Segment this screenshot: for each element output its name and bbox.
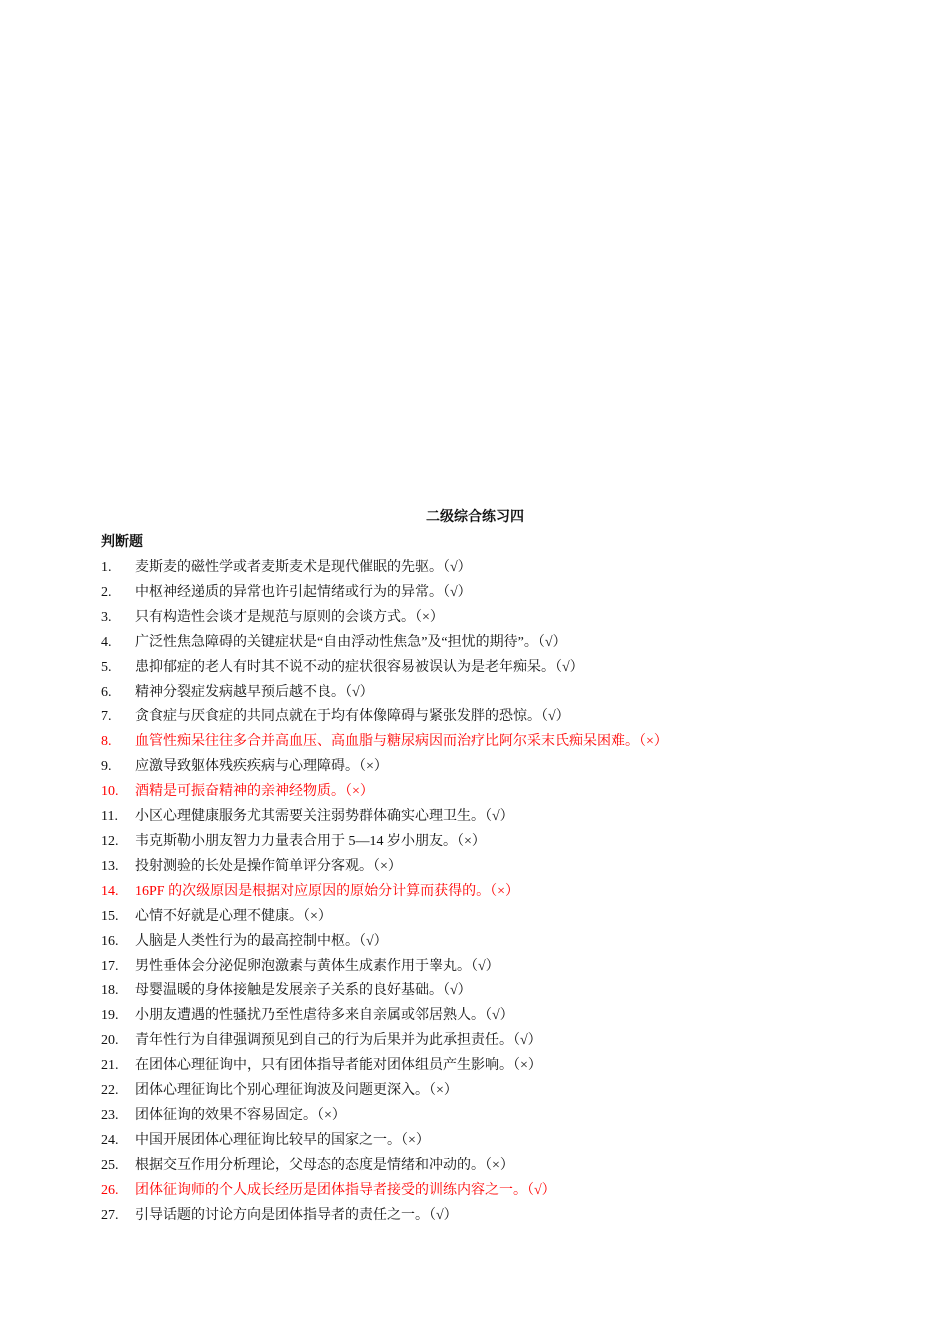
item-text: 麦斯麦的磁性学或者麦斯麦术是现代催眠的先驱。（√）: [135, 560, 472, 575]
item-number: 9.: [101, 759, 112, 775]
item-text: 投射测验的长处是操作简单评分客观。（×）: [135, 858, 402, 874]
item-text: 男性垂体会分泌促卵泡激素与黄体生成素作用于睾丸。（√）: [135, 958, 500, 974]
item-text: 青年性行为自律强调预见到自己的行为后果并为此承担责任。（√）: [135, 1033, 542, 1049]
list-item: [101, 955, 861, 980]
item-number: 12.: [101, 833, 119, 849]
list-item: [101, 830, 861, 855]
list-item: [101, 1054, 861, 1079]
item-text: 小朋友遭遇的性骚扰乃至性虐待多来自亲属或邻居熟人。（√）: [135, 1008, 514, 1024]
item-number: 24.: [101, 1132, 119, 1148]
item-text: 母婴温暖的身体接触是发展亲子关系的良好基础。（√）: [135, 983, 472, 999]
item-number: 1.: [101, 560, 112, 575]
list-item: [101, 1104, 861, 1129]
section-heading: 判断题: [101, 535, 143, 550]
item-number: 8.: [101, 734, 112, 750]
item-number: 14.: [101, 883, 119, 899]
item-text: 应激导致躯体残疾疾病与心理障碍。（×）: [135, 759, 388, 775]
list-item: [101, 1029, 861, 1054]
item-number: 18.: [101, 983, 119, 999]
item-number: 2.: [101, 584, 112, 600]
item-text: 小区心理健康服务尤其需要关注弱势群体确实心理卫生。（√）: [135, 809, 514, 825]
item-text: 团体征询的效果不容易固定。（×）: [135, 1107, 346, 1123]
item-text: 酒精是可振奋精神的亲神经物质。（×）: [135, 784, 374, 800]
item-number: 17.: [101, 958, 119, 974]
item-number: 11.: [101, 809, 118, 825]
list-item: [101, 930, 861, 955]
item-number: 22.: [101, 1083, 119, 1099]
list-item: [101, 855, 861, 880]
item-number: 4.: [101, 634, 112, 650]
list-item: [101, 656, 861, 681]
list-item: [101, 905, 861, 930]
item-number: 13.: [101, 858, 119, 874]
list-item: [101, 681, 861, 706]
item-number: 15.: [101, 908, 119, 924]
list-item: [101, 755, 861, 780]
item-text: 患抑郁症的老人有时其不说不动的症状很容易被误认为是老年痴呆。（√）: [135, 659, 584, 675]
item-text: 只有构造性会谈才是规范与原则的会谈方式。（×）: [135, 609, 444, 625]
item-number: 20.: [101, 1033, 119, 1049]
list-item: [101, 780, 861, 805]
item-number: 21.: [101, 1058, 119, 1074]
question-list: [101, 556, 861, 1228]
item-text: 根据交互作用分析理论，父母态的态度是情绪和冲动的。（×）: [135, 1157, 514, 1173]
list-item: [101, 556, 861, 581]
item-text: 团体征询师的个人成长经历是团体指导者接受的训练内容之一。（√）: [135, 1182, 556, 1198]
list-item: [101, 1079, 861, 1104]
item-number: 19.: [101, 1008, 119, 1024]
item-number: 26.: [101, 1182, 119, 1198]
item-number: 25.: [101, 1157, 119, 1173]
list-item: [101, 1004, 861, 1029]
list-item: [101, 631, 861, 656]
item-number: 7.: [101, 709, 112, 725]
item-text: 广泛性焦急障碍的关键症状是“自由浮动性焦急”及“担忧的期待”。（√）: [135, 634, 567, 650]
item-number: 5.: [101, 659, 112, 675]
item-text: 血管性痴呆往往多合并高血压、高血脂与糖尿病因而治疗比阿尔采末氏痴呆困难。（×）: [135, 734, 668, 750]
item-number: 23.: [101, 1107, 119, 1123]
item-text: 在团体心理征询中，只有团体指导者能对团体组员产生影响。（×）: [135, 1058, 542, 1074]
list-item: [101, 1179, 861, 1204]
item-text: 中国开展团体心理征询比较早的国家之一。（×）: [135, 1132, 430, 1148]
list-item: [101, 581, 861, 606]
item-text: 引导话题的讨论方向是团体指导者的责任之一。（√）: [135, 1207, 458, 1223]
item-text: 中枢神经递质的异常也许引起情绪或行为的异常。（√）: [135, 584, 472, 600]
item-text: 团体心理征询比个别心理征询波及问题更深入。（×）: [135, 1083, 458, 1099]
list-item: [101, 979, 861, 1004]
list-item: [101, 1154, 861, 1179]
item-text: 心情不好就是心理不健康。（×）: [135, 908, 332, 924]
item-number: 6.: [101, 684, 112, 700]
list-item: [101, 1129, 861, 1154]
list-item: [101, 805, 861, 830]
item-text: 精神分裂症发病越早预后越不良。（√）: [135, 684, 374, 700]
item-number: 3.: [101, 609, 112, 625]
item-text: 韦克斯勒小朋友智力力量表合用于 5—14 岁小朋友。（×）: [135, 833, 486, 849]
item-number: 27.: [101, 1207, 119, 1223]
list-item: [101, 705, 861, 730]
item-number: 16.: [101, 933, 119, 949]
list-item: [101, 730, 861, 755]
list-item: [101, 880, 861, 905]
item-text: 贪食症与厌食症的共同点就在于均有体像障碍与紧张发胖的恐惊。（√）: [135, 709, 570, 725]
list-item: [101, 1204, 861, 1229]
item-number: 10.: [101, 784, 119, 800]
item-text: 16PF 的次级原因是根据对应原因的原始分计算而获得的。（×）: [135, 883, 519, 899]
item-text: 人脑是人类性行为的最高控制中枢。（√）: [135, 933, 388, 949]
page-title: 二级综合练习四: [426, 510, 524, 525]
list-item: [101, 606, 861, 631]
